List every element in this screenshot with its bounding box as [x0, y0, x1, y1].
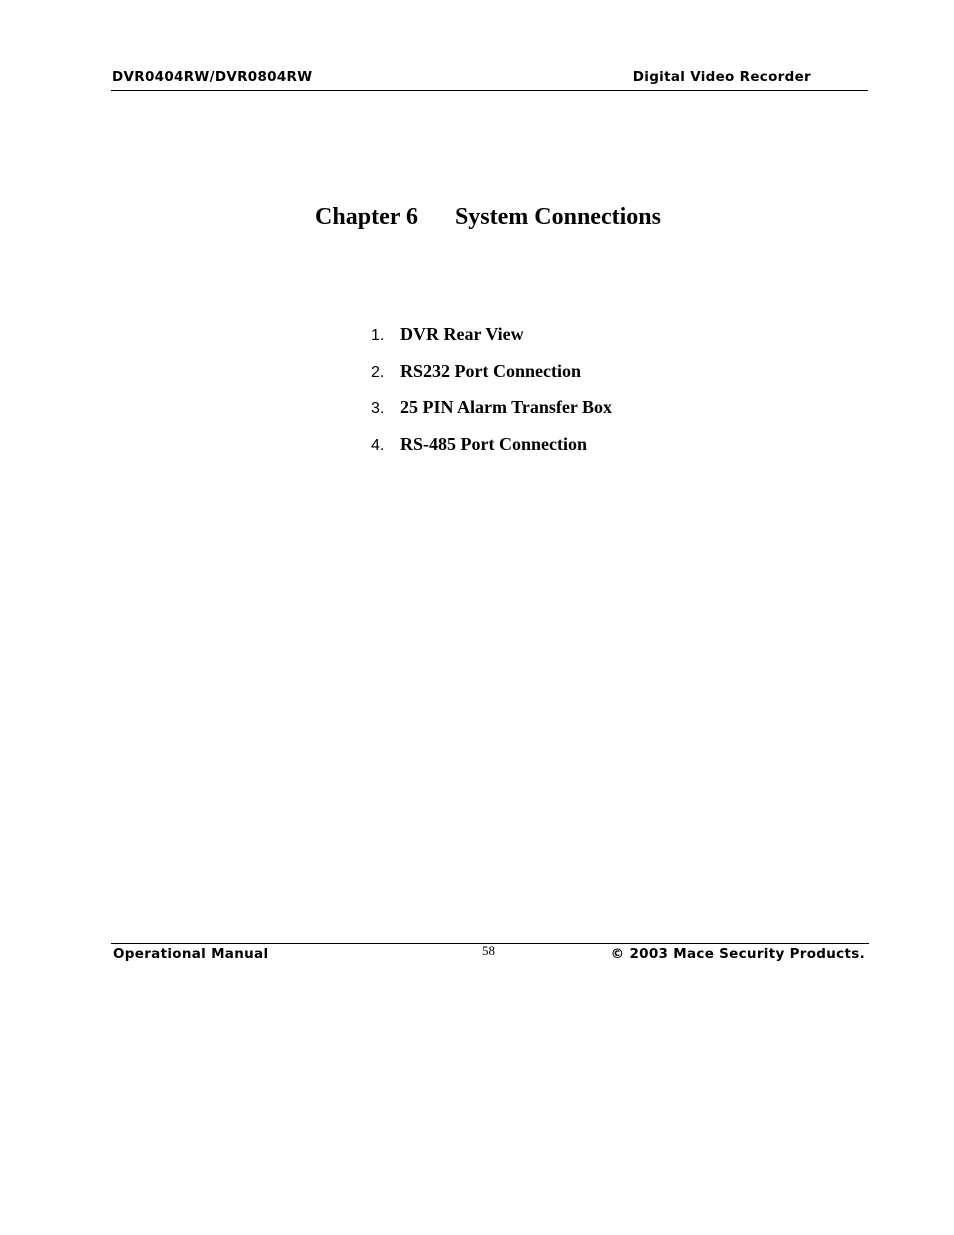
list-item [371, 434, 612, 471]
header-model: DVR0404RW/DVR0804RW [112, 69, 313, 85]
list-item [371, 361, 612, 398]
list-item-label: RS-485 Port Connection [400, 433, 587, 454]
header-divider [111, 90, 868, 91]
list-item [371, 324, 612, 361]
list-item-number: 1. [371, 327, 385, 344]
list-item-number: 2. [371, 363, 385, 381]
chapter-number: Chapter 6 [315, 204, 418, 230]
footer-copyright: © 2003 Mace Security Products. [610, 946, 865, 962]
list-item-label: 25 PIN Alarm Transfer Box [400, 397, 612, 417]
page-number: 58 [482, 943, 495, 958]
list-item-label: RS232 Port Connection [400, 360, 581, 381]
chapter-heading [0, 204, 954, 231]
chapter-title: System Connections [454, 204, 661, 230]
chapter-contents-list [371, 324, 612, 470]
header-product: Digital Video Recorder [632, 69, 811, 85]
list-item-number: 4. [371, 436, 385, 454]
list-item-label: DVR Rear View [400, 324, 524, 344]
list-item-number: 3. [371, 400, 385, 417]
footer-manual-label: Operational Manual [113, 946, 269, 962]
list-item [371, 397, 612, 434]
